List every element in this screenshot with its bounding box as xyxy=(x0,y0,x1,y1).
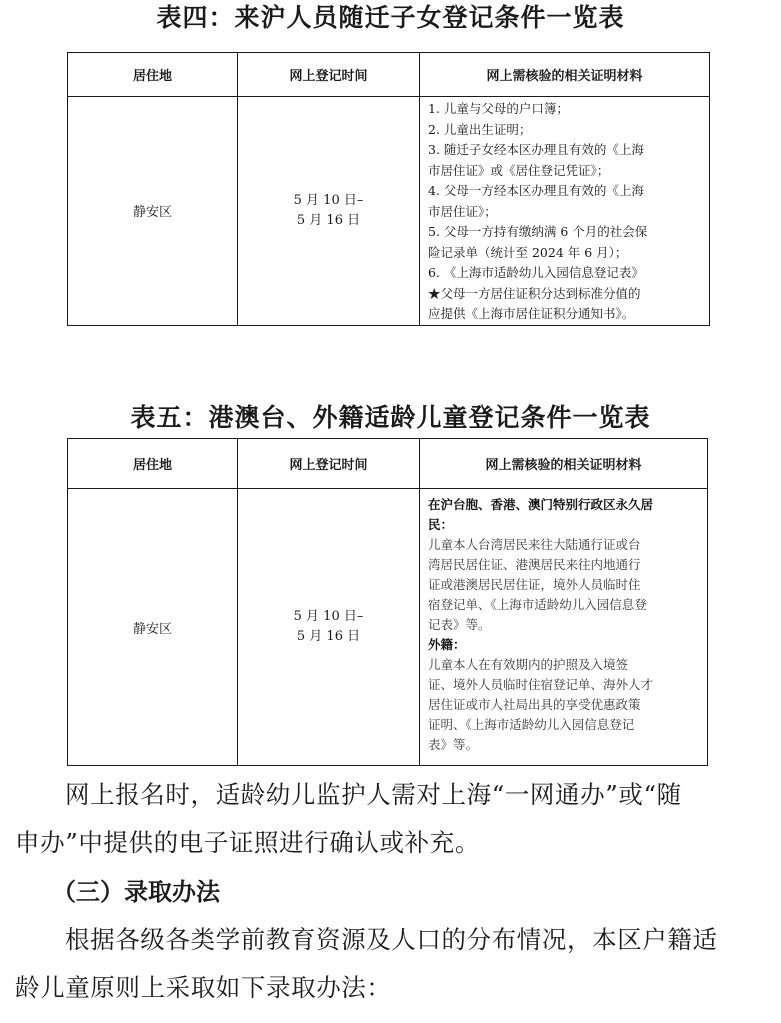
table4-header-row xyxy=(68,53,710,97)
table4-materials xyxy=(420,97,710,326)
foreign-heading: 外籍： xyxy=(428,637,466,652)
hk-material-line: 湾居民居住证、港澳居民来往内地通行 xyxy=(428,557,641,572)
hk-heading-line: 民： xyxy=(428,517,454,532)
paragraph-1-line-1: 网上报名时，适龄幼儿监护人需对上海“一网通办”或“随 xyxy=(65,780,682,809)
material-line: 市居住证》或《居住登记凭证》； xyxy=(428,162,610,178)
table4-row xyxy=(68,97,710,326)
foreign-material-line: 儿童本人在有效期内的护照及入境签 xyxy=(428,657,629,672)
foreign-material-line: 证、境外人员临时住宿登记单、海外人才 xyxy=(428,677,654,692)
material-line: 1. 儿童与父母的户口簿； xyxy=(428,101,569,116)
paragraph-1-line-2: 申办”中提供的电子证照进行确认或补充。 xyxy=(15,828,480,857)
table5-time xyxy=(238,489,420,766)
table4-time xyxy=(238,97,420,326)
material-line: 5. 父母一方持有缴纳满 6 个月的社会保 xyxy=(428,224,648,239)
material-line: ★父母一方居住证积分达到标准分值的 xyxy=(428,285,641,301)
hk-material-line: 证或港澳居民居住证，境外人员临时住 xyxy=(428,577,641,592)
paragraph-2-line-2: 龄儿童原则上采取如下录取办法： xyxy=(15,973,392,1002)
material-line: 险记录单（统计至 2024 年 6 月）； xyxy=(428,244,628,260)
table4-header-residence: 居住地 xyxy=(68,53,238,97)
hk-material-line: 宿登记单、《上海市适龄幼儿入园信息登 xyxy=(428,597,647,612)
material-line: 4. 父母一方经本区办理且有效的《上海 xyxy=(428,183,644,198)
table4-district: 静安区 xyxy=(68,97,238,326)
paragraph-2-line-1: 根据各级各类学前教育资源及人口的分布情况，本区户籍适 xyxy=(65,925,718,954)
table5-materials xyxy=(420,489,708,766)
material-line: 3. 随迁子女经本区办理且有效的《上海 xyxy=(428,142,644,157)
table4-header-time: 网上登记时间 xyxy=(238,53,420,97)
section-heading: （三）录取办法 xyxy=(52,878,220,906)
table4-header-materials: 网上需核验的相关证明材料 xyxy=(420,53,710,97)
table5-header-time: 网上登记时间 xyxy=(238,439,420,489)
table5-time-start: 5 月 10 日– xyxy=(293,609,364,624)
hk-material-line: 儿童本人台湾居民来往大陆通行证或台 xyxy=(428,537,641,552)
material-line: 6. 《上海市适龄幼儿入园信息登记表》 xyxy=(428,265,644,280)
table4-time-end: 5 月 16 日 xyxy=(296,212,361,228)
material-line: 市居住证》； xyxy=(428,203,497,219)
table5-title: 表五：港澳台、外籍适龄儿童登记条件一览表 xyxy=(130,403,651,432)
table4 xyxy=(67,52,710,326)
table5-district: 静安区 xyxy=(68,489,238,766)
foreign-material-line: 证明、《上海市适龄幼儿入园信息登记 xyxy=(428,717,635,732)
hk-material-line: 记表》等。 xyxy=(428,617,491,632)
table5-row xyxy=(68,489,708,766)
material-line: 2. 儿童出生证明； xyxy=(428,121,532,137)
table5-header-row xyxy=(68,439,708,489)
table5-header-materials: 网上需核验的相关证明材料 xyxy=(420,439,708,489)
table5-time-end: 5 月 16 日 xyxy=(296,629,361,644)
material-line: 应提供《上海市居住证积分通知书》。 xyxy=(428,306,635,321)
table5 xyxy=(67,438,708,766)
table4-title: 表四：来沪人员随迁子女登记条件一览表 xyxy=(156,3,625,32)
table5-header-residence: 居住地 xyxy=(68,439,238,489)
table4-time-start: 5 月 10 日– xyxy=(293,192,364,208)
foreign-material-line: 居住证或市人社局出具的享受优惠政策 xyxy=(428,697,641,712)
hk-heading-line: 在沪台胞、香港、澳门特别行政区永久居 xyxy=(428,497,654,512)
foreign-material-line: 表》等。 xyxy=(428,737,479,752)
